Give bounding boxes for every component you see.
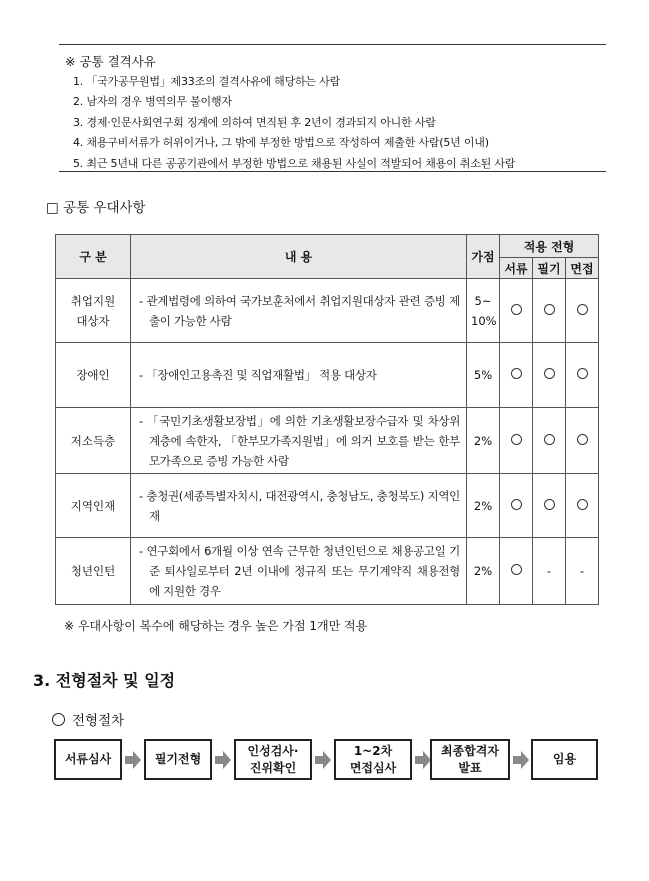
circle-mark-icon: [511, 368, 522, 379]
header-category: 구 분: [56, 235, 131, 279]
disqualification-item: 3. 경제·인문사회연구회 징계에 의하여 면직된 후 2년이 경과되지 아니한 사람: [73, 115, 436, 129]
table-row: [56, 408, 599, 474]
circle-mark-icon: [511, 499, 522, 510]
circle-mark-icon: [544, 368, 555, 379]
row-content: - 충청권(세종특별자치시, 대전광역시, 충청남도, 충청북도) 지역인재: [139, 488, 460, 523]
row-written: [533, 279, 566, 343]
table-row: [56, 279, 599, 343]
row-written: [533, 343, 566, 408]
process-step: 필기전형: [144, 739, 212, 780]
row-written: [533, 408, 566, 474]
row-points: 5~ 10%: [467, 279, 500, 343]
process-heading-label: 전형절차: [72, 713, 125, 729]
circle-mark-icon: [544, 434, 555, 445]
header-stage-written: 필기: [533, 258, 566, 279]
process-step: 서류심사: [54, 739, 122, 780]
circle-mark-icon: [577, 434, 588, 445]
header-points: 가점: [467, 235, 500, 279]
header-stage-interview: 면접: [566, 258, 599, 279]
circle-mark-icon: [511, 434, 522, 445]
circle-mark-icon: [511, 564, 522, 575]
circle-mark-icon: [577, 499, 588, 510]
header-stage-doc: 서류: [500, 258, 533, 279]
row-category: 저소득층: [56, 408, 131, 474]
process-step: 임용: [531, 739, 598, 780]
preference-heading: □ 공통 우대사항: [46, 200, 146, 216]
circle-mark-icon: [511, 304, 522, 315]
row-content: - 「장애인고용촉진 및 직업재활법」 적용 대상자: [139, 368, 377, 382]
row-interview: [566, 343, 599, 408]
row-written: [533, 474, 566, 538]
process-step: 최종합격자 발표: [430, 739, 510, 780]
circle-mark-icon: [577, 304, 588, 315]
row-interview: [566, 279, 599, 343]
arrow-right-icon: [415, 750, 431, 770]
circle-mark-icon: [544, 499, 555, 510]
disqualification-box: [59, 44, 606, 172]
disqualification-item: 1. 「국가공무원법」제33조의 결격사유에 해당하는 사람: [73, 75, 340, 88]
arrow-right-icon: [315, 750, 331, 770]
table-row: [56, 538, 599, 605]
header-content: 내 용: [131, 235, 467, 279]
table-row: [56, 343, 599, 408]
row-content: - 「국민기초생활보장법」에 의한 기초생활보장수급자 및 차상위계층에 속한자, 「한부모가족지원법」에 의거 보호를 받는 한부모가족으로 증빙 가능한 사람: [139, 413, 460, 468]
circle-mark-icon: [544, 304, 555, 315]
row-interview: [566, 474, 599, 538]
row-points: 5%: [467, 343, 500, 408]
row-content: - 연구회에서 6개월 이상 연속 근무한 청년인턴으로 채용공고일 기준 퇴사일로부터 2년 이내에 정규직 또는 무기계약직 채용전형에 지원한 경우: [139, 544, 460, 598]
row-doc: [500, 279, 533, 343]
row-category: 장애인: [56, 343, 131, 408]
disqualification-item: 4. 채용구비서류가 허위이거나, 그 밖에 부정한 방법으로 작성하여 제출한 사람(5년 이내): [73, 136, 489, 150]
row-points: 2%: [467, 538, 500, 605]
disqualification-item: 5. 최근 5년내 다른 공공기관에서 부정한 방법으로 채용된 사실이 적발되어 채용이 취소된 사람: [73, 156, 516, 170]
circle-mark-icon: [577, 368, 588, 379]
row-points: 2%: [467, 474, 500, 538]
disqualification-list: [73, 72, 515, 174]
process-heading: [52, 709, 124, 729]
row-category: 취업지원 대상자: [56, 279, 131, 343]
row-content: - 관계법령에 의하여 국가보훈처에서 취업지원대상자 관련 증빙 제출이 가능한 사람: [139, 293, 460, 328]
row-doc: [500, 538, 533, 605]
row-category: 청년인턴: [56, 538, 131, 605]
arrow-right-icon: [513, 750, 529, 770]
section-title: 3. 전형절차 및 일정: [33, 671, 176, 690]
row-doc: [500, 408, 533, 474]
process-step: 인성검사· 진위확인: [234, 739, 312, 780]
table-row: [56, 474, 599, 538]
arrow-right-icon: [215, 750, 231, 770]
row-interview: [566, 408, 599, 474]
disqualification-item: 2. 남자의 경우 병역의무 불이행자: [73, 95, 232, 109]
row-category: 지역인재: [56, 474, 131, 538]
row-interview: -: [566, 538, 599, 605]
preference-note: ※ 우대사항이 복수에 해당하는 경우 높은 가점 1개만 적용: [64, 619, 368, 633]
row-doc: [500, 474, 533, 538]
circle-bullet-icon: [52, 713, 65, 726]
row-written: -: [533, 538, 566, 605]
row-points: 2%: [467, 408, 500, 474]
process-step: 1~2차 면접심사: [334, 739, 412, 780]
preference-table: [55, 234, 599, 605]
header-stages: 적용 전형: [500, 235, 599, 258]
row-doc: [500, 343, 533, 408]
disqualification-heading: ※ 공통 결격사유: [65, 54, 156, 69]
arrow-right-icon: [125, 750, 141, 770]
